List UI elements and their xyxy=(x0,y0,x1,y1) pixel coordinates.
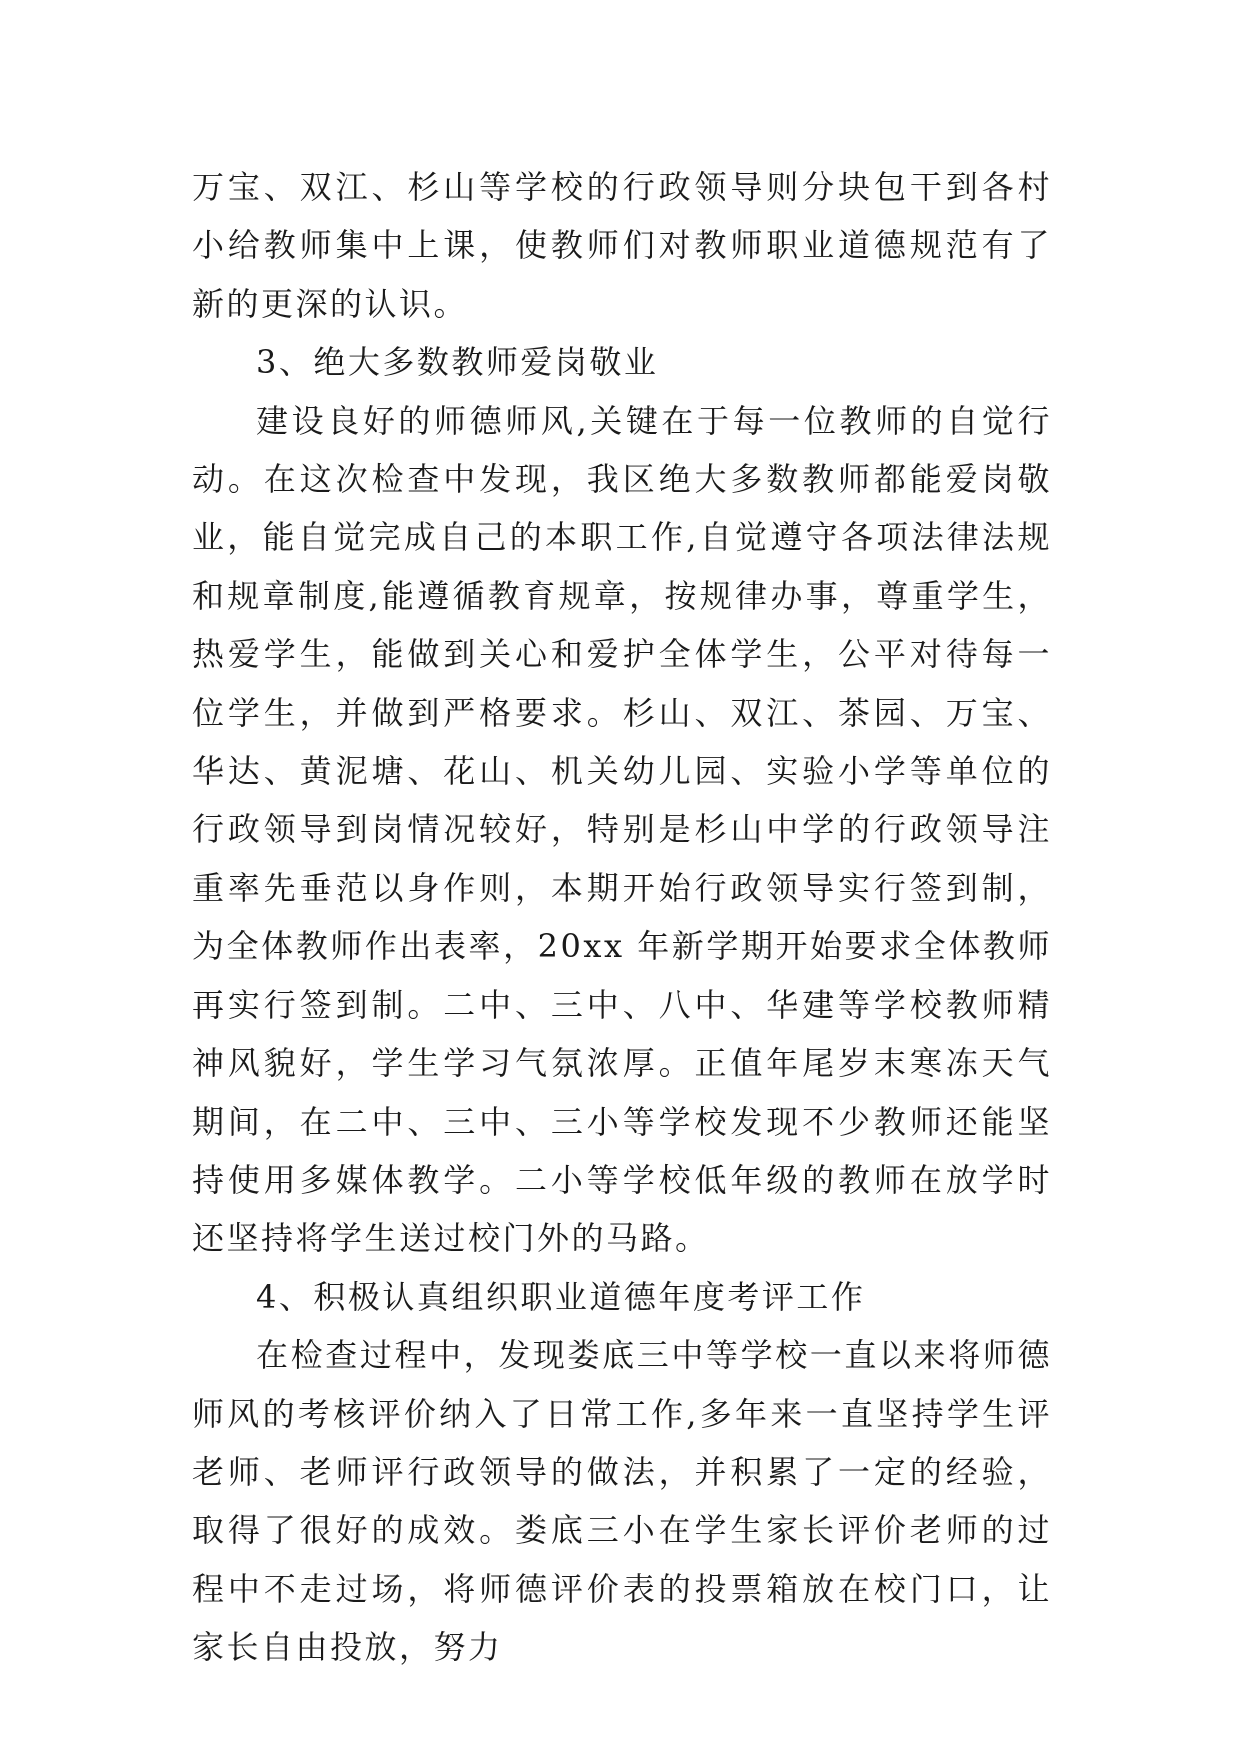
document-body xyxy=(192,158,1052,1677)
paragraph-evaluation: 在检查过程中，发现娄底三中等学校一直以来将师德师风的考核评价纳入了日常工作,多年来一直坚持学生评老师、老师评行政领导的做法，并积累了一定的经验，取得了很好的成效。娄底三小在学生家长评价老师的过程中不走过场，将师德评价表的投票箱放在校门口，让家长自由投放，努力 xyxy=(192,1336,1052,1667)
paragraph-dedication: 建设良好的师德师风,关键在于每一位教师的自觉行动。在这次检查中发现，我区绝大多数教师都能爱岗敬业，能自觉完成自己的本职工作,自觉遵守各项法律法规和规章制度,能遵循教育规章，按规律办事，尊重学生，热爱学生，能做到关心和爱护全体学生，公平对待每一位学生，并做到严格要求。杉山、双江、茶园、万宝、华达、黄泥塘、花山、机关幼儿园、实验小学等单位的行政领导到岗情况较好，特别是杉山中学的行政领导注重率先垂范以身作则，本期开始行政领导实行签到制，为全体教师作出表率，20xx 年新学期开始要求全体教师再实行签到制。二中、三中、八中、华建等学校教师精神风貌好，学生学习气氛浓厚。正值年尾岁末寒冻天气期间，在二中、三中、三小等学校发现不少教师还能坚持使用多媒体教学。二小等学校低年级的教师在放学时还坚持将学生送过校门外的马路。 xyxy=(192,401,1052,1258)
paragraph-continuation: 万宝、双江、杉山等学校的行政领导则分块包干到各村小给教师集中上课，使教师们对教师职业道德规范有了新的更深的认识。 xyxy=(192,168,1052,323)
section-heading-3: 3、绝大多数教师爱岗敬业 xyxy=(256,343,659,382)
section-heading-4: 4、积极认真组织职业道德年度考评工作 xyxy=(256,1277,866,1316)
